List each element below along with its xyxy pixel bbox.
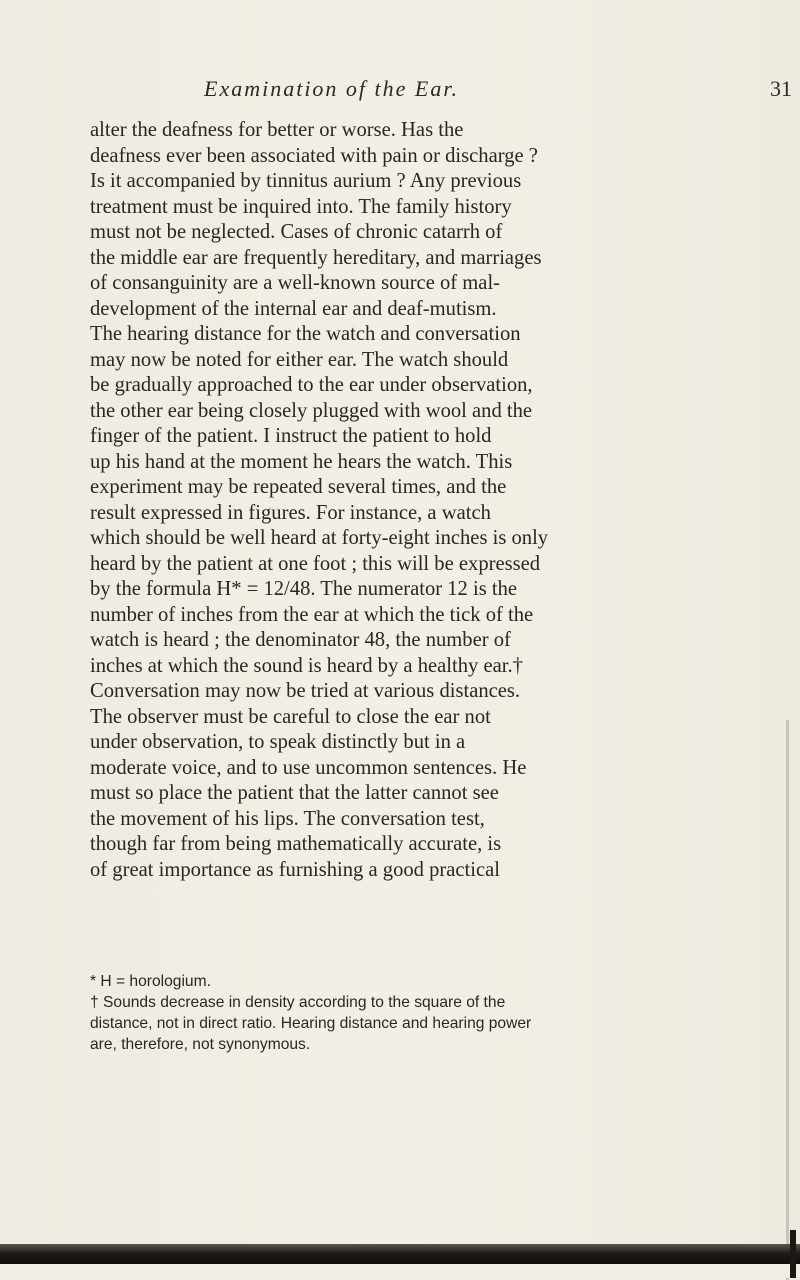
text-line: must so place the patient that the latter cannot see [90,782,499,804]
text-line: alter the deafness for better or worse. Has the [90,119,464,141]
text-line: the movement of his lips. The conversation test, [90,807,485,830]
footnote-line: are, therefore, not synonymous. [90,1036,311,1053]
scan-bottom-edge [0,1244,800,1264]
page-number: 31 [770,76,792,101]
text-line: deafness ever been associated with pain or discharge ? [90,144,538,167]
header-title: Examination of the Ear. [204,76,459,101]
text-line: up his hand at the moment he hears the watch. This [90,450,513,473]
footnotes [90,971,762,1055]
text-line: by the formula H* = 12/48. The numerator 12 is the [90,578,518,600]
text-line: must not be neglected. Cases of chronic catarrh of [90,221,503,243]
text-line: may now be noted for either ear. The watch should [90,348,509,371]
text-line: the middle ear are frequently hereditary, and marriages [90,246,542,269]
text-line: the other ear being closely plugged with wool and the [90,399,533,422]
text-line: though far from being mathematically accurate, is [90,833,502,855]
text-line: under observation, to speak distinctly but in a [90,731,466,753]
page-bottom-margin [0,1264,800,1278]
text-line: experiment may be repeated several times, and the [90,476,507,498]
text-line: Is it accompanied by tinnitus aurium ? Any previous [90,170,522,192]
footnote-line: * H = horologium. [90,973,211,990]
text-line: number of inches from the ear at which the tick of the [90,603,534,626]
text-line: treatment must be inquired into. The family history [90,195,512,218]
text-line: heard by the patient at one foot ; this will be expressed [90,552,541,575]
scan-corner-mark [790,1230,796,1278]
footnote-line: distance, not in direct ratio. Hearing distance and hearing power [90,1015,532,1032]
running-header [204,76,624,116]
footnote-line: † Sounds decrease in density according to the square of the [90,994,506,1011]
text-line: result expressed in figures. For instance, a watch [90,501,491,524]
text-line: of consanguinity are a well-known source of mal- [90,272,501,294]
text-line: Conversation may now be tried at various distances. [90,680,521,702]
text-line: The observer must be careful to close the ear not [90,705,491,728]
text-line: moderate voice, and to use uncommon sentences. He [90,756,527,779]
text-line: inches at which the sound is heard by a healthy ear.† [90,654,523,677]
text-line: The hearing distance for the watch and conversation [90,323,521,345]
text-line: be gradually approached to the ear under observation, [90,374,533,396]
text-line: development of the internal ear and deaf-mutism. [90,297,497,320]
body-text [90,118,762,883]
text-line: finger of the patient. I instruct the patient to hold [90,425,492,447]
text-line: watch is heard ; the denominator 48, the number of [90,629,511,651]
text-line: of great importance as furnishing a good practical [90,858,501,881]
page-edge-shadow [786,720,789,1280]
text-line: which should be well heard at forty-eight inches is only [90,527,549,549]
